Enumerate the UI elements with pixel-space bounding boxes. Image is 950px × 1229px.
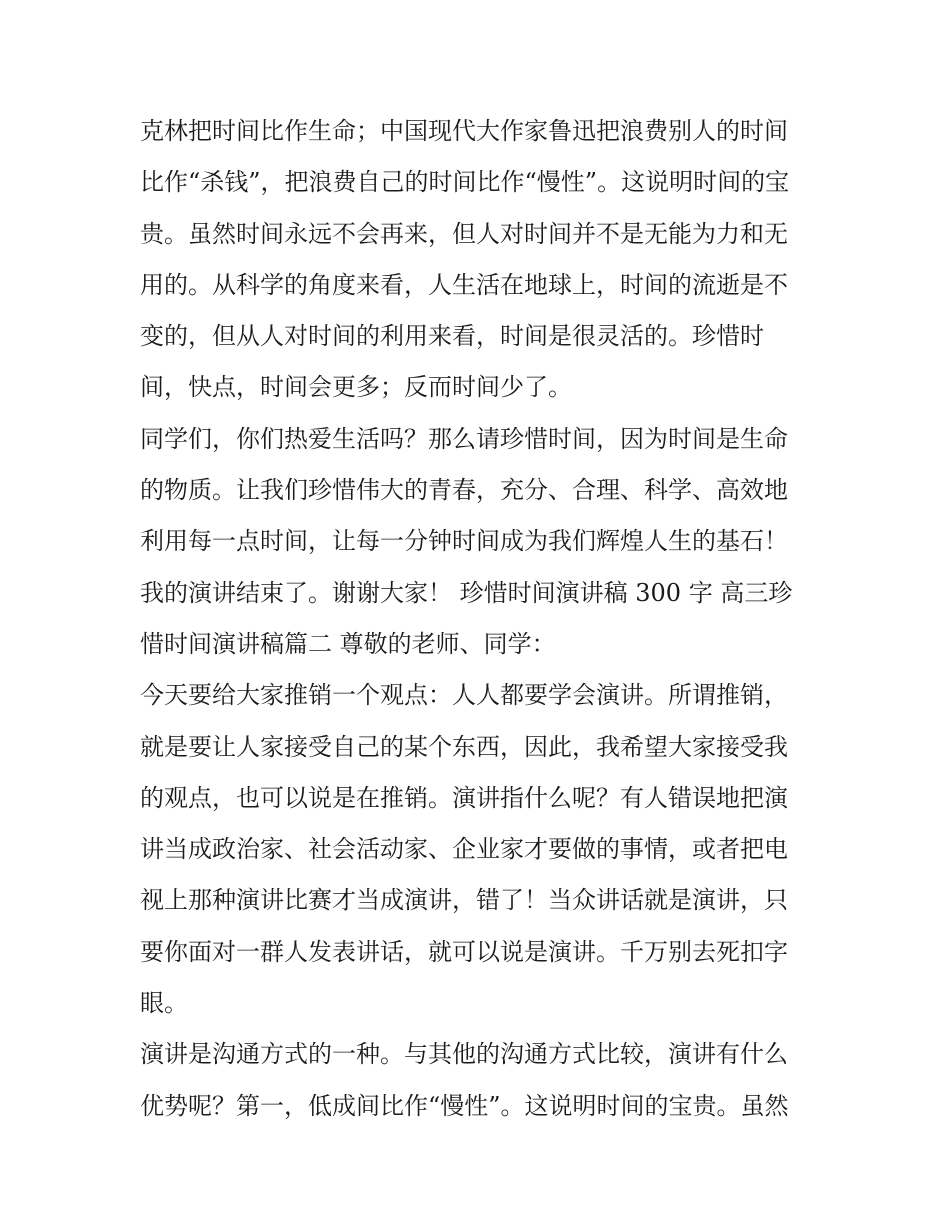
text-line: 优势呢？第一，低成间比作“慢性”。这说明时间的宝贵。虽然	[140, 1091, 789, 1120]
text-line: 的观点，也可以说是在推销。演讲指什么呢？有人错误地把演	[140, 783, 788, 812]
text-line: 今天要给大家推销一个观点：人人都要学会演讲。所谓推销，	[140, 681, 788, 710]
text-line: 的物质。让我们珍惜伟大的青春，充分、合理、科学、高效地	[140, 476, 788, 505]
text-line: 要你面对一群人发表讲话，就可以说是演讲。千万别去死扣字	[140, 937, 788, 966]
text-line: 贵。虽然时间永远不会再来，但人对时间并不是无能为力和无	[140, 219, 788, 248]
text-line: 眼。	[140, 989, 188, 1018]
text-line: 就是要让人家接受自己的某个东西，因此，我希望大家接受我	[140, 732, 788, 761]
text-line: 比作“杀钱”，把浪费自己的时间比作“慢性”。这说明时间的宝	[140, 168, 790, 197]
document-body	[140, 106, 820, 1132]
text-line: 变的，但从人对时间的利用来看，时间是很灵活的。珍惜时	[140, 322, 764, 351]
text-line: 克林把时间比作生命；中国现代大作家鲁迅把浪费别人的时间	[140, 117, 788, 145]
text-line: 同学们，你们热爱生活吗？那么请珍惜时间，因为时间是生命	[140, 424, 788, 453]
text-line: 讲当成政治家、社会活动家、企业家才要做的事情，或者把电	[140, 835, 788, 864]
text-line: 演讲是沟通方式的一种。与其他的沟通方式比较，演讲有什么	[140, 1040, 788, 1069]
text-line: 我的演讲结束了。谢谢大家！ 珍惜时间演讲稿 300 字 高三珍	[140, 578, 793, 607]
text-line: 惜时间演讲稿篇二 尊敬的老师、同学：	[140, 629, 556, 658]
text-line: 用的。从科学的角度来看，人生活在地球上，时间的流逝是不	[140, 270, 788, 299]
text-line: 视上那种演讲比赛才当成演讲，错了！当众讲话就是演讲，只	[140, 886, 788, 915]
text-line: 间，快点，时间会更多；反而时间少了。	[140, 373, 572, 402]
text-line: 利用每一点时间，让每一分钟时间成为我们辉煌人生的基石！	[140, 527, 788, 556]
